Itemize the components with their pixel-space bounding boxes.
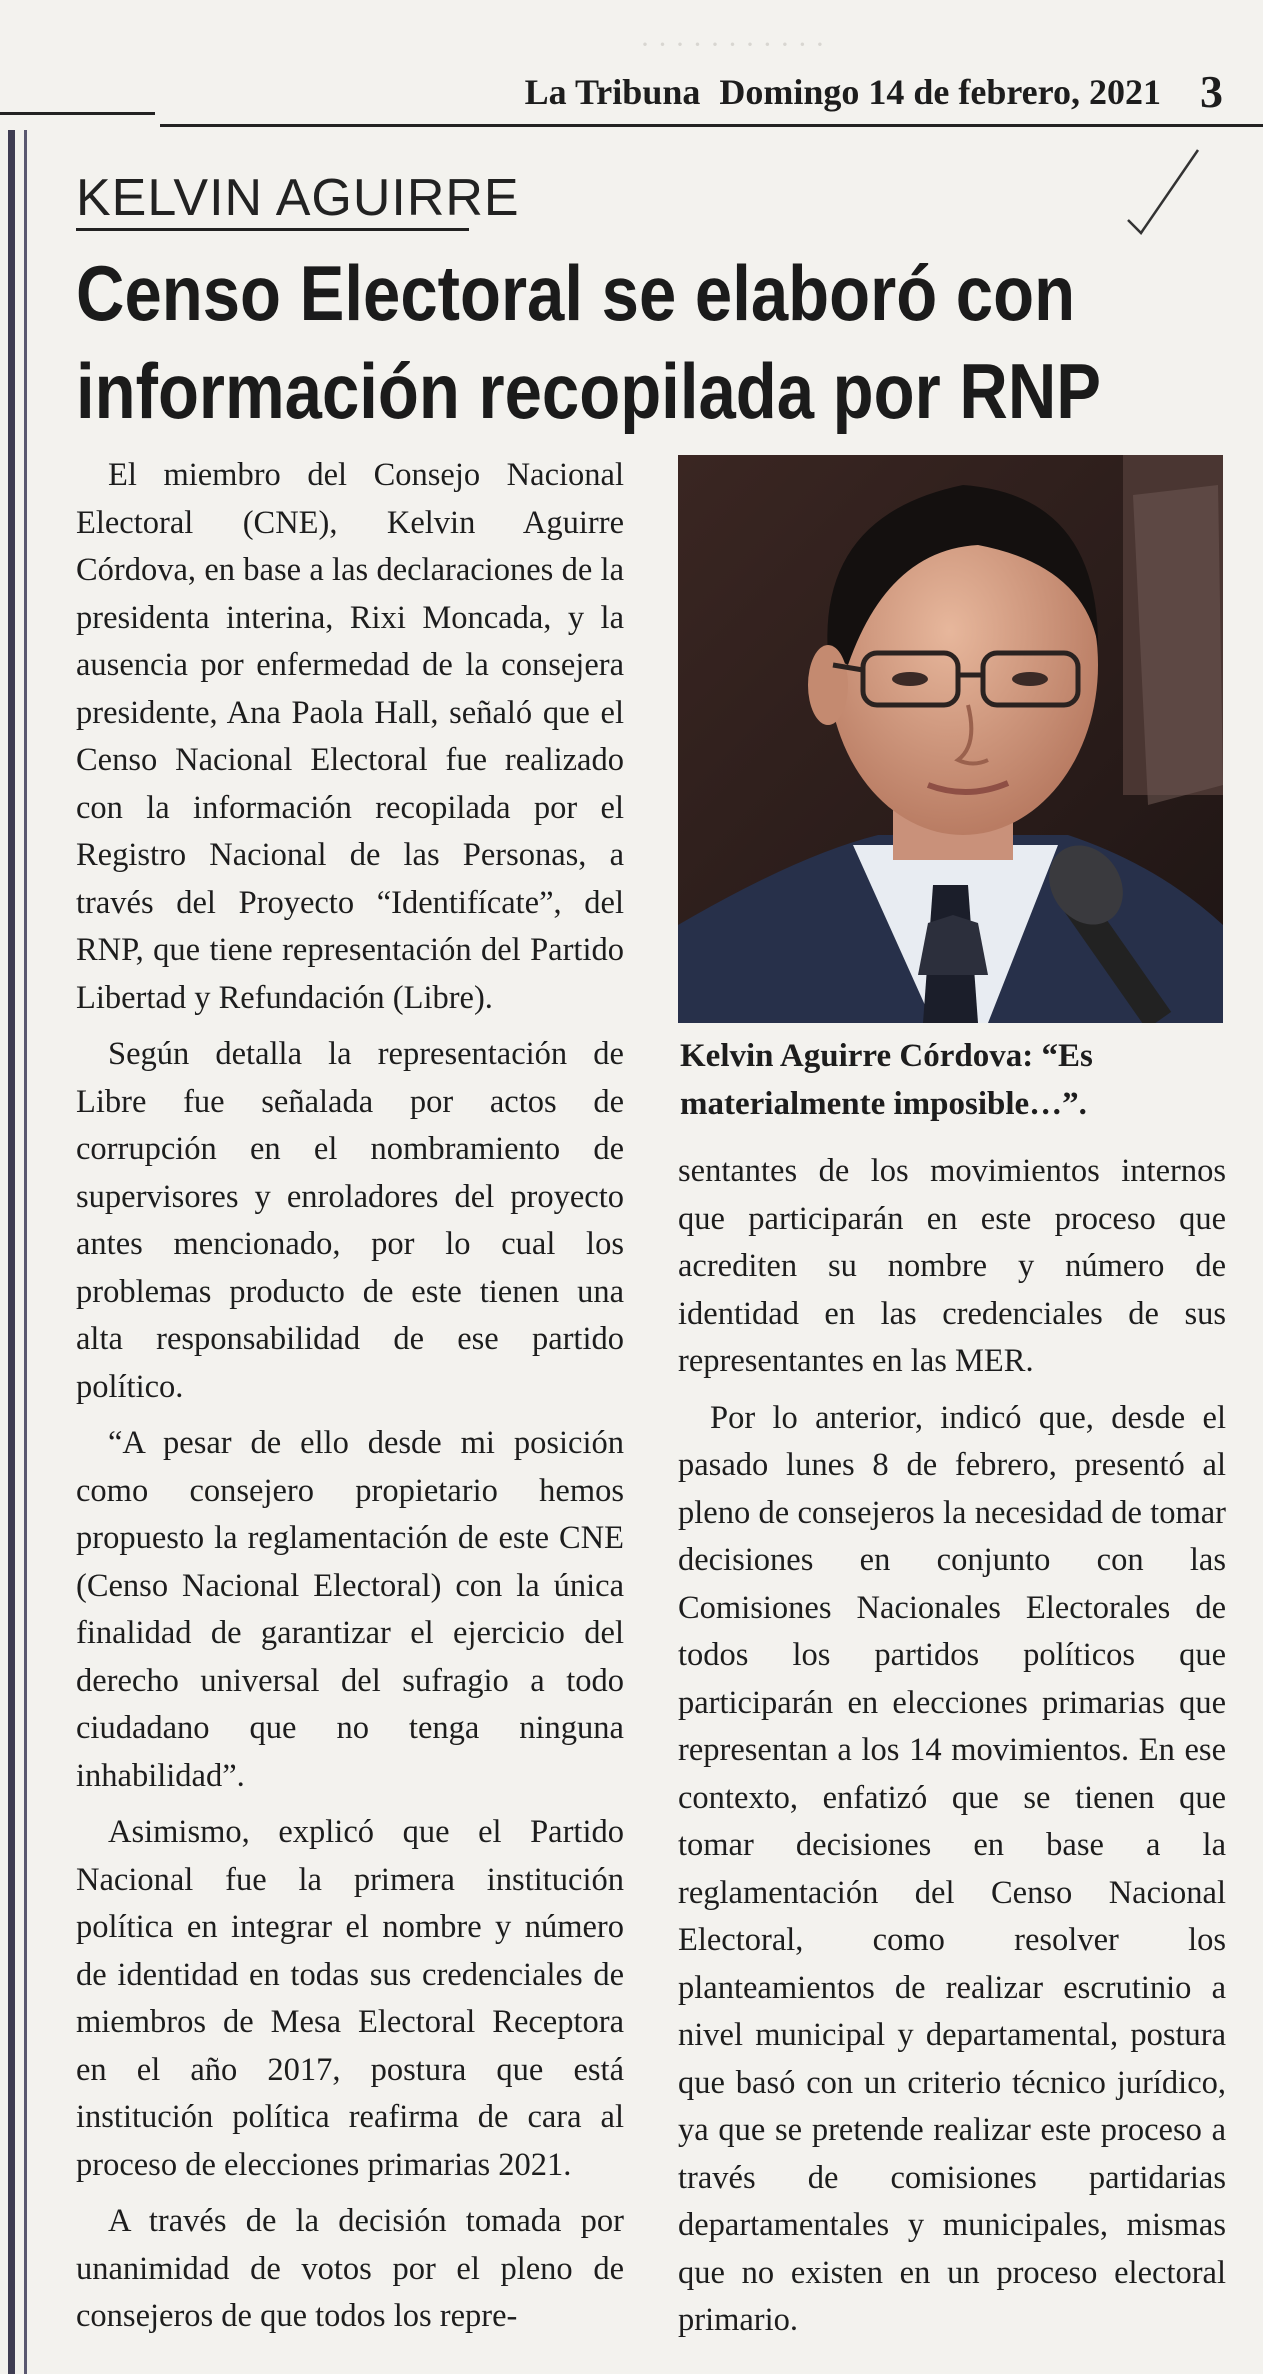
- article-kicker: KELVIN AGUIRRE: [76, 169, 520, 227]
- article-column-left: [76, 452, 624, 2350]
- article-column-right: [678, 1148, 1226, 2354]
- header-rule-left: [0, 112, 155, 115]
- newspaper-name: La Tribuna: [524, 72, 701, 112]
- photo-caption: Kelvin Aguirre Córdova: “Es materialmente imposible…”.: [680, 1038, 1093, 1122]
- page-header: [525, 62, 1223, 115]
- article-headline: [76, 244, 1102, 440]
- paragraph: Asimismo, explicó que el Partido Nacional fue la primera institución política en integrar el nombre y número de identidad en todas sus credenciales de miembros de Mesa Electoral Receptora en el año 2017, postura que está institución política reafirma de cara al proceso de elecciones primarias 2021.: [76, 1814, 624, 2183]
- issue-date: Domingo 14 de febrero, 2021: [719, 72, 1161, 112]
- kicker-underline: [76, 228, 469, 231]
- paragraph: El miembro del Consejo Nacional Electoral (CNE), Kelvin Aguirre Córdova, en base a las declaraciones de la presidenta interina, Rixi Moncada, y la ausencia por enfermedad de la consejera presidente, Ana Paola Hall, señaló que el Censo Nacional Electoral fue realizado con la información recopilada por el Registro Nacional de las Personas, a través del Proyecto “Identifícate”, del RNP, que tiene representación del Partido Libertad y Refundación (Libre).: [76, 457, 624, 1016]
- bleed-through-text: · · · · · · · · · · ·: [640, 28, 825, 61]
- paragraph: Según detalla la representación de Libre fue señalada por actos de corrupción en el nombramiento de supervisores y enroladores del proyecto antes mencionado, por lo cual los problemas producto de este tienen una alta responsabilidad de ese partido político.: [76, 1036, 624, 1405]
- paragraph: Por lo anterior, indicó que, desde el pasado lunes 8 de febrero, presentó al pleno de consejeros la necesidad de tomar decisiones en conjunto con las Comisiones Nacionales Electorales de todos los partidos políticos que participarán en elecciones primarias que representan a los 14 movimientos. En ese contexto, enfatizó que se tienen que tomar decisiones en base a la reglamentación del Censo Nacional Electoral, como resolver los planteamientos de realizar escrutinio a nivel municipal y departamental, postura que basó con un criterio técnico jurídico, ya que se pretende realizar este proceso a través de comisiones partidarias departamentales y municipales, mismas que no existen en un proceso electoral primario.: [678, 1399, 1226, 2338]
- headline-line-1: Censo Electoral se elaboró con: [76, 249, 1076, 337]
- pencil-check-mark: [1123, 145, 1203, 240]
- portrait-illustration: [678, 455, 1223, 1023]
- paragraph: “A pesar de ello desde mi posición como consejero propietario hemos propuesto la reglamentación de este CNE (Censo Nacional Electoral) con la única finalidad de garantizar el ejercicio del derecho universal del sufragio a todo ciudadano que no tenga ninguna inhabilidad”.: [76, 1425, 624, 1794]
- paragraph: sentantes de los movimientos internos que participarán en este proceso que acrediten su nombre y número de identidad en las credenciales de sus representantes en las MER.: [678, 1153, 1226, 1379]
- portrait-photo: [678, 455, 1223, 1023]
- header-rule: [160, 124, 1263, 127]
- column-rule-thin: [24, 130, 27, 2374]
- paragraph: A través de la decisión tomada por unanimidad de votos por el pleno de consejeros de que todos los repre-: [76, 2203, 624, 2334]
- page-number: 3: [1200, 66, 1223, 117]
- column-rule-thick: [8, 130, 15, 2374]
- headline-line-2: información recopilada por RNP: [76, 347, 1102, 435]
